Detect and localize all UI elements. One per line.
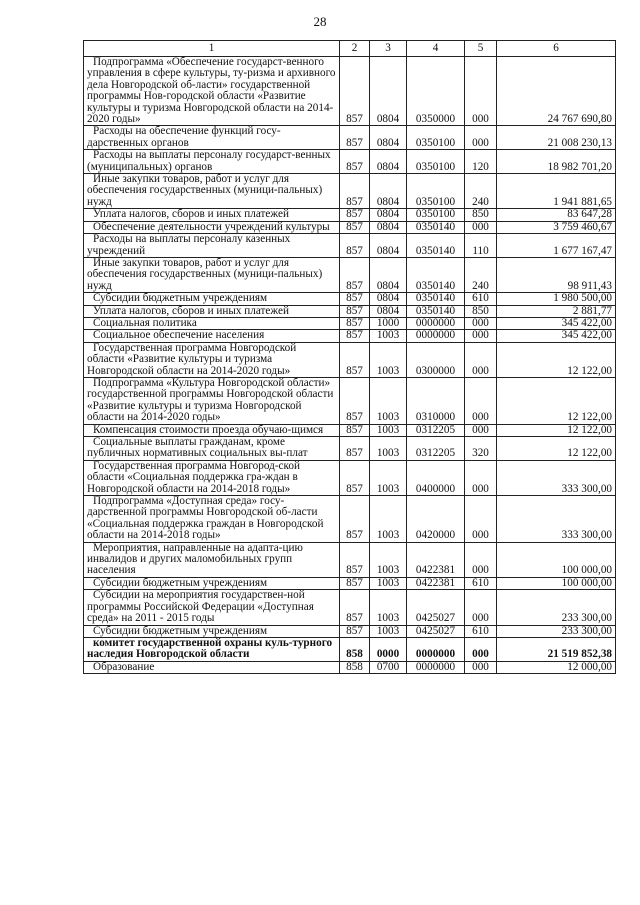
ministry-code-cell: 857 (340, 126, 370, 150)
target-code-cell: 0000000 (407, 317, 465, 329)
target-code-cell: 0350000 (407, 57, 465, 126)
item-name-cell: Расходы на выплаты персоналу казенных учреждений (84, 234, 340, 258)
expense-type-cell: 850 (465, 209, 497, 221)
amount-cell: 233 300,00 (497, 590, 616, 625)
table-row (84, 57, 616, 126)
table-row (84, 542, 616, 577)
table-row (84, 317, 616, 329)
section-code-cell: 0804 (370, 126, 407, 150)
item-name-cell: Социальная политика (84, 317, 340, 329)
item-name-cell: Подпрограмма «Культура Новгородской области» государственной программы Новгородской области «Развитие культуры и туризма Новгородской области на 2014-2020 годы» (84, 377, 340, 424)
ministry-code-cell: 857 (340, 150, 370, 174)
expense-type-cell: 000 (465, 460, 497, 495)
expense-type-cell: 000 (465, 221, 497, 233)
target-code-cell: 0000000 (407, 661, 465, 673)
amount-cell: 12 122,00 (497, 377, 616, 424)
ministry-code-cell: 857 (340, 57, 370, 126)
ministry-code-cell: 857 (340, 625, 370, 637)
table-row (84, 221, 616, 233)
target-code-cell: 0000000 (407, 637, 465, 661)
section-code-cell: 0804 (370, 174, 407, 209)
item-name-cell: Обеспечение деятельности учреждений культуры (84, 221, 340, 233)
table-row (84, 577, 616, 589)
ministry-code-cell: 857 (340, 174, 370, 209)
section-code-cell: 1003 (370, 460, 407, 495)
expense-type-cell: 850 (465, 305, 497, 317)
table-row (84, 590, 616, 625)
target-code-cell: 0300000 (407, 342, 465, 377)
expense-type-cell: 000 (465, 424, 497, 436)
expense-type-cell: 000 (465, 126, 497, 150)
item-name-cell: Иные закупки товаров, работ и услуг для обеспечения государственных (муници-пальных) нужд (84, 257, 340, 292)
ministry-code-cell: 857 (340, 330, 370, 342)
section-code-cell: 1003 (370, 577, 407, 589)
expense-type-cell: 110 (465, 234, 497, 258)
ministry-code-cell: 857 (340, 305, 370, 317)
ministry-code-cell: 857 (340, 424, 370, 436)
table-row (84, 234, 616, 258)
section-code-cell: 1000 (370, 317, 407, 329)
target-code-cell: 0000000 (407, 330, 465, 342)
expense-type-cell: 000 (465, 317, 497, 329)
target-code-cell: 0312205 (407, 424, 465, 436)
column-header: 5 (465, 41, 497, 57)
table-row (84, 377, 616, 424)
target-code-cell: 0350140 (407, 305, 465, 317)
column-header: 6 (497, 41, 616, 57)
expense-type-cell: 320 (465, 437, 497, 461)
section-code-cell: 0804 (370, 234, 407, 258)
ministry-code-cell: 857 (340, 590, 370, 625)
ministry-code-cell: 858 (340, 661, 370, 673)
section-code-cell: 0804 (370, 221, 407, 233)
ministry-code-cell: 857 (340, 234, 370, 258)
amount-cell: 1 677 167,47 (497, 234, 616, 258)
item-name-cell: Уплата налогов, сборов и иных платежей (84, 305, 340, 317)
expense-type-cell: 000 (465, 57, 497, 126)
target-code-cell: 0422381 (407, 542, 465, 577)
target-code-cell: 0350100 (407, 174, 465, 209)
item-name-cell: Субсидии бюджетным учреждениям (84, 293, 340, 305)
target-code-cell: 0422381 (407, 577, 465, 589)
column-header: 1 (84, 41, 340, 57)
section-code-cell: 0700 (370, 661, 407, 673)
table-row (84, 661, 616, 673)
expense-type-cell: 000 (465, 377, 497, 424)
ministry-code-cell: 857 (340, 221, 370, 233)
ministry-code-cell: 858 (340, 637, 370, 661)
table-row (84, 496, 616, 543)
table-row (84, 424, 616, 436)
item-name-cell: Социальные выплаты гражданам, кроме публичных нормативных социальных вы-плат (84, 437, 340, 461)
amount-cell: 83 647,28 (497, 209, 616, 221)
amount-cell: 21 008 230,13 (497, 126, 616, 150)
table-row (84, 150, 616, 174)
table-body (84, 57, 616, 674)
target-code-cell: 0350100 (407, 126, 465, 150)
amount-cell: 100 000,00 (497, 577, 616, 589)
amount-cell: 100 000,00 (497, 542, 616, 577)
page-number: 28 (313, 14, 327, 29)
expense-type-cell: 240 (465, 257, 497, 292)
item-name-cell: Компенсация стоимости проезда обучаю-щимся (84, 424, 340, 436)
ministry-code-cell: 857 (340, 293, 370, 305)
expense-type-cell: 000 (465, 542, 497, 577)
table-row (84, 209, 616, 221)
expense-type-cell: 610 (465, 293, 497, 305)
target-code-cell: 0310000 (407, 377, 465, 424)
amount-cell: 12 122,00 (497, 424, 616, 436)
table-row (84, 437, 616, 461)
section-code-cell: 0804 (370, 150, 407, 174)
ministry-code-cell: 857 (340, 542, 370, 577)
item-name-cell: Расходы на обеспечение функций госу-дарственных органов (84, 126, 340, 150)
amount-cell: 12 122,00 (497, 342, 616, 377)
item-name-cell: Субсидии бюджетным учреждениям (84, 625, 340, 637)
column-header: 2 (340, 41, 370, 57)
item-name-cell: Мероприятия, направленные на адапта-цию инвалидов и других маломобильных групп населения (84, 542, 340, 577)
ministry-code-cell: 857 (340, 257, 370, 292)
item-name-cell: комитет государственной охраны куль-турного наследия Новгородской области (84, 637, 340, 661)
ministry-code-cell: 857 (340, 377, 370, 424)
budget-table (83, 40, 616, 674)
table-row (84, 305, 616, 317)
table-row (84, 293, 616, 305)
item-name-cell: Государственная программа Новгород-ской области «Социальная поддержка гра-ждан в Новгородской области на 2014-2018 годы» (84, 460, 340, 495)
item-name-cell: Субсидии на мероприятия государствен-ной программы Российской Федерации «Доступная среда» на 2011 - 2015 годы (84, 590, 340, 625)
item-name-cell: Расходы на выплаты персоналу государст-венных (муниципальных) органов (84, 150, 340, 174)
ministry-code-cell: 857 (340, 577, 370, 589)
section-code-cell: 1003 (370, 377, 407, 424)
table-row (84, 460, 616, 495)
amount-cell: 98 911,43 (497, 257, 616, 292)
ministry-code-cell: 857 (340, 209, 370, 221)
expense-type-cell: 610 (465, 577, 497, 589)
target-code-cell: 0312205 (407, 437, 465, 461)
table-row (84, 342, 616, 377)
item-name-cell: Субсидии бюджетным учреждениям (84, 577, 340, 589)
target-code-cell: 0420000 (407, 496, 465, 543)
section-code-cell: 0804 (370, 209, 407, 221)
amount-cell: 12 000,00 (497, 661, 616, 673)
ministry-code-cell: 857 (340, 437, 370, 461)
expense-type-cell: 000 (465, 590, 497, 625)
section-code-cell: 1003 (370, 424, 407, 436)
table-row (84, 637, 616, 661)
section-code-cell: 0804 (370, 293, 407, 305)
section-code-cell: 1003 (370, 342, 407, 377)
target-code-cell: 0425027 (407, 590, 465, 625)
amount-cell: 18 982 701,20 (497, 150, 616, 174)
target-code-cell: 0400000 (407, 460, 465, 495)
target-code-cell: 0350140 (407, 221, 465, 233)
item-name-cell: Государственная программа Новгородской области «Развитие культуры и туризма Новгородской области на 2014-2020 годы» (84, 342, 340, 377)
amount-cell: 3 759 460,67 (497, 221, 616, 233)
section-code-cell: 1003 (370, 625, 407, 637)
ministry-code-cell: 857 (340, 342, 370, 377)
section-code-cell: 1003 (370, 330, 407, 342)
amount-cell: 2 881,77 (497, 305, 616, 317)
section-code-cell: 0804 (370, 305, 407, 317)
ministry-code-cell: 857 (340, 496, 370, 543)
section-code-cell: 0000 (370, 637, 407, 661)
target-code-cell: 0350100 (407, 209, 465, 221)
target-code-cell: 0350100 (407, 150, 465, 174)
section-code-cell: 0804 (370, 257, 407, 292)
expense-type-cell: 000 (465, 330, 497, 342)
item-name-cell: Подпрограмма «Обеспечение государст-венного управления в сфере культуры, ту-ризма и архивного дела Новгородской об-ласти» государственной программы Нов-городской области «Развитие культуры и туризма Новгородской области на 2014-2020 годы» (84, 57, 340, 126)
amount-cell: 333 300,00 (497, 496, 616, 543)
amount-cell: 333 300,00 (497, 460, 616, 495)
ministry-code-cell: 857 (340, 460, 370, 495)
item-name-cell: Иные закупки товаров, работ и услуг для обеспечения государственных (муници-пальных) нужд (84, 174, 340, 209)
table-row (84, 174, 616, 209)
target-code-cell: 0350140 (407, 234, 465, 258)
amount-cell: 12 122,00 (497, 437, 616, 461)
target-code-cell: 0425027 (407, 625, 465, 637)
amount-cell: 233 300,00 (497, 625, 616, 637)
amount-cell: 1 980 500,00 (497, 293, 616, 305)
expense-type-cell: 000 (465, 496, 497, 543)
item-name-cell: Уплата налогов, сборов и иных платежей (84, 209, 340, 221)
expense-type-cell: 000 (465, 342, 497, 377)
expense-type-cell: 610 (465, 625, 497, 637)
amount-cell: 1 941 881,65 (497, 174, 616, 209)
item-name-cell: Подпрограмма «Доступная среда» госу-дарственной программы Новгородской об-ласти «Социальная поддержка граждан в Новгородской области на 2014-2018 годы» (84, 496, 340, 543)
target-code-cell: 0350140 (407, 257, 465, 292)
table-row (84, 257, 616, 292)
ministry-code-cell: 857 (340, 317, 370, 329)
table-row (84, 625, 616, 637)
section-code-cell: 1003 (370, 496, 407, 543)
expense-type-cell: 240 (465, 174, 497, 209)
table-header-row (84, 41, 616, 57)
section-code-cell: 1003 (370, 590, 407, 625)
table-row (84, 126, 616, 150)
column-header: 3 (370, 41, 407, 57)
section-code-cell: 1003 (370, 542, 407, 577)
amount-cell: 21 519 852,38 (497, 637, 616, 661)
section-code-cell: 0804 (370, 57, 407, 126)
amount-cell: 345 422,00 (497, 330, 616, 342)
expense-type-cell: 000 (465, 637, 497, 661)
item-name-cell: Социальное обеспечение населения (84, 330, 340, 342)
table-row (84, 330, 616, 342)
section-code-cell: 1003 (370, 437, 407, 461)
item-name-cell: Образование (84, 661, 340, 673)
amount-cell: 345 422,00 (497, 317, 616, 329)
expense-type-cell: 000 (465, 661, 497, 673)
column-header: 4 (407, 41, 465, 57)
target-code-cell: 0350140 (407, 293, 465, 305)
expense-type-cell: 120 (465, 150, 497, 174)
amount-cell: 24 767 690,80 (497, 57, 616, 126)
